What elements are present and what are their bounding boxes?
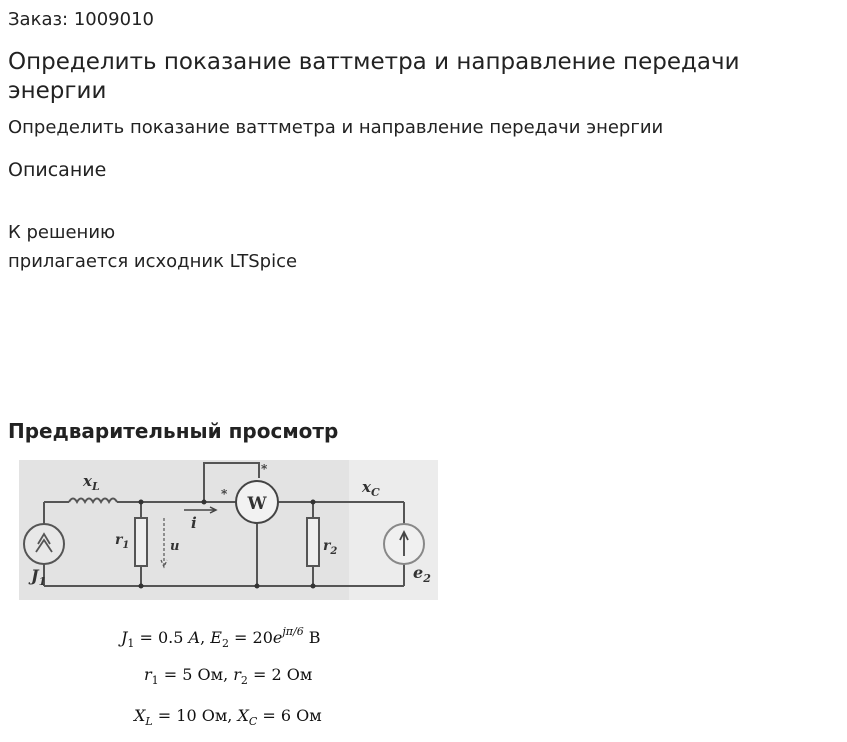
description-heading: Описание [8,159,107,181]
wattmeter-star-top: * [261,462,268,476]
formula-r1-r2: $r_1 = 5$ Ом, $r_2 = 2$ Ом [144,665,313,687]
preview-heading: Предварительный просмотр [8,419,339,443]
node-dot [255,584,260,589]
formula-xl-xc: $X_L = 10$ Ом, $X_C = 6$ Ом [134,706,322,728]
node-dot [202,500,207,505]
label-u: u [170,539,180,554]
description-text-line-1: К решению [8,222,116,243]
label-e2: $e_2$ [413,563,431,585]
wattmeter-star-left: * [221,487,228,501]
order-number: Заказ: 1009010 [8,9,154,30]
node-dot [139,500,144,505]
resistor-r2 [307,518,319,566]
resistor-r1 [135,518,147,566]
node-dot [311,584,316,589]
description-text-line-2: прилагается исходник LTSpice [8,251,298,272]
label-i: i [191,514,197,532]
label-xc: $x_C$ [362,478,380,499]
page-subtitle: Определить показание ваттметра и направление передачи энергии [8,117,664,138]
node-dot [311,500,316,505]
label-xl: $x_L$ [83,472,100,493]
formula-j1-e2: $J_1 = 0.5$ A, $E_2 = 20e^{j\pi/6}$ В [121,625,321,650]
label-r1: $r_1$ [115,532,130,551]
circuit-diagram [19,460,438,600]
node-dot [139,584,144,589]
page-title: Определить показание ваттметра и направление передачи энергии [8,49,740,104]
wattmeter-label: W [247,494,267,514]
current-source-j1 [24,524,64,564]
label-j1: $J_1$ [31,566,47,588]
label-r2: $r_2$ [323,538,338,557]
